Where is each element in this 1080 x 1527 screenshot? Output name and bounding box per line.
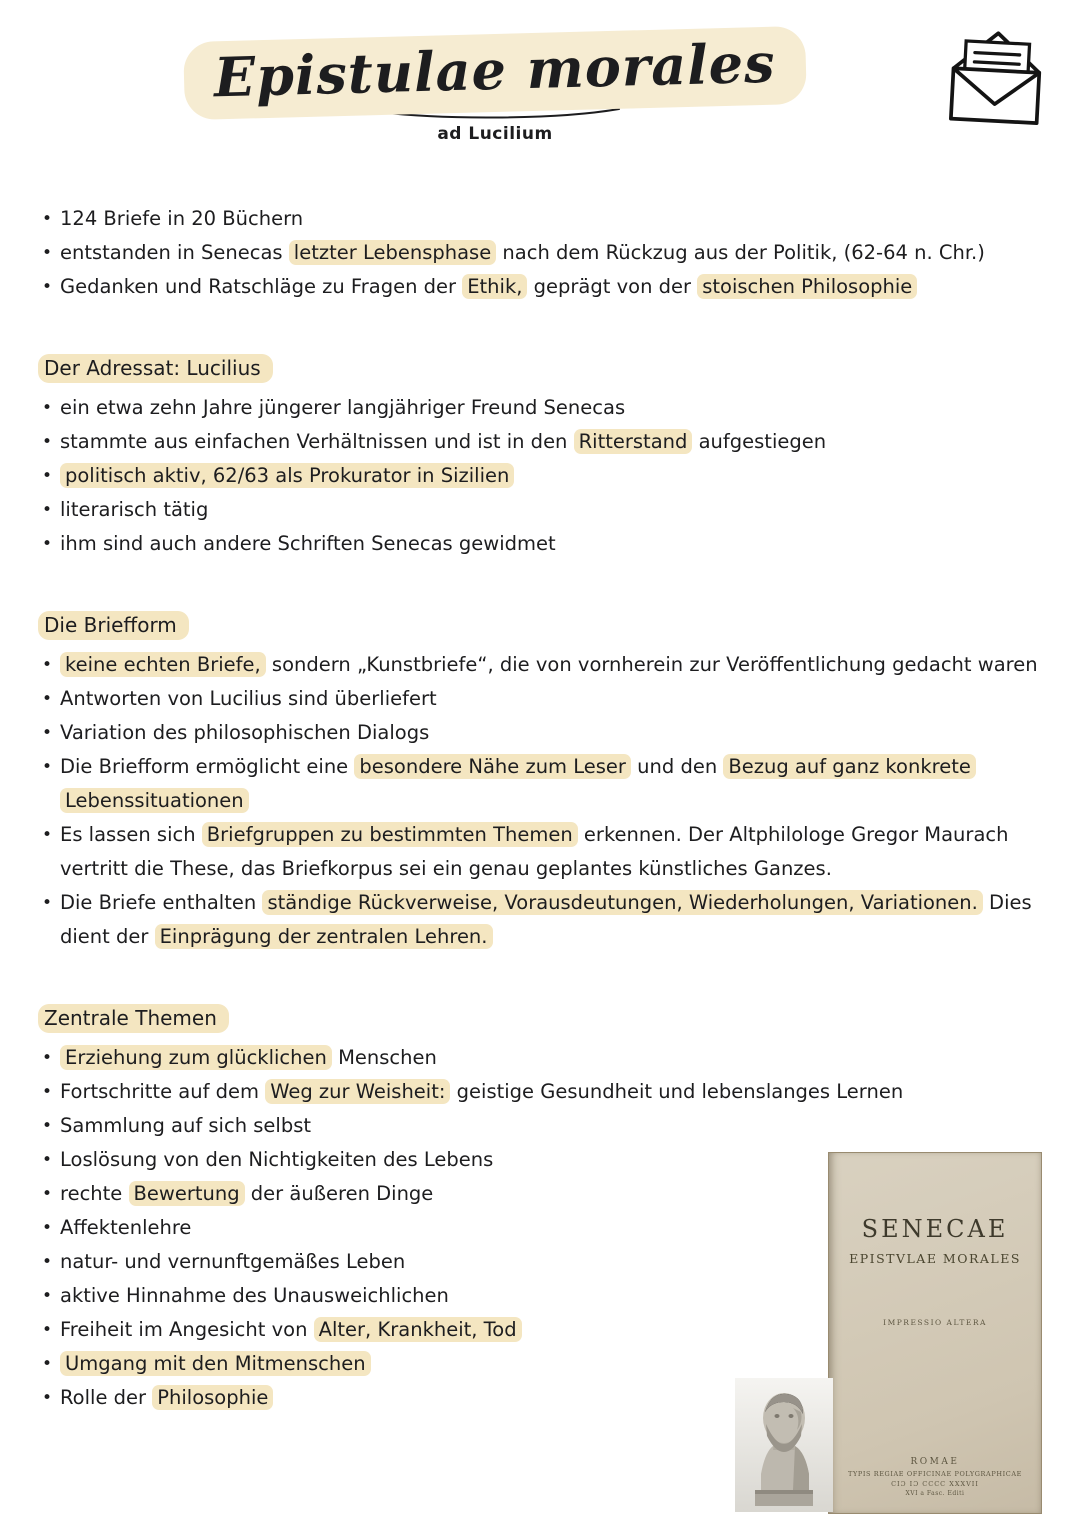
page-title: Epistulae morales: [183, 26, 806, 120]
note-text: geprägt von der: [527, 275, 698, 298]
note-text: stammte aus einfachen Verhältnissen und ist in den: [60, 430, 574, 453]
note-text: Es lassen sich: [60, 823, 202, 846]
note-text: Variation des philosophischen Dialogs: [60, 721, 430, 744]
note-text: Rolle der: [60, 1386, 153, 1409]
note-text: aktive Hinnahme des Unausweichlichen: [60, 1284, 449, 1307]
highlighted-text: keine echten Briefe,: [60, 652, 266, 677]
note-text: Affektenlehre: [60, 1216, 192, 1239]
cover-imprint: [829, 1457, 1041, 1497]
note-bullet: [38, 818, 1046, 886]
highlighted-text: Philosophie: [152, 1385, 273, 1410]
highlighted-text: Erziehung zum glücklichen: [60, 1045, 332, 1070]
note-bullet: [38, 391, 1046, 425]
highlighted-text: Ritterstand: [574, 429, 693, 454]
seneca-bust-photo: [735, 1378, 833, 1512]
highlighted-text: ständige Rückverweise, Vorausdeutungen, Wiederholungen, Variationen.: [262, 890, 982, 915]
note-text: rechte: [60, 1182, 129, 1205]
cover-work-title: EPISTVLAE MORALES: [849, 1251, 1021, 1266]
highlighted-text: letzter Lebensphase: [289, 240, 496, 265]
note-text: ihm sind auch andere Schriften Senecas gewidmet: [60, 532, 556, 555]
highlighted-text: Bewertung: [129, 1181, 245, 1206]
cover-author: SENECAE: [861, 1215, 1009, 1243]
note-bullet: [38, 886, 1046, 954]
note-text: entstanden in Senecas: [60, 241, 289, 264]
note-bullet: [38, 1041, 1046, 1075]
note-text: Die Briefform ermöglicht eine: [60, 755, 355, 778]
note-bullet: [38, 459, 1046, 493]
book-cover-image: [828, 1152, 1042, 1514]
note-bullet: [38, 493, 1046, 527]
section-heading: Zentrale Themen: [38, 1004, 229, 1033]
note-bullet: [38, 270, 1046, 304]
section-bullet-list: [38, 648, 1046, 954]
note-bullet: [38, 425, 1046, 459]
highlighted-text: stoischen Philosophie: [697, 274, 917, 299]
highlighted-text: Umgang mit den Mitmenschen: [60, 1351, 371, 1376]
page-subtitle: ad Lucilium: [437, 124, 553, 144]
note-bullet: [38, 236, 1046, 270]
note-text: Menschen: [331, 1046, 437, 1069]
note-text: Freiheit im Angesicht von: [60, 1318, 314, 1341]
note-section: [38, 611, 1046, 954]
note-text: nach dem Rückzug aus der Politik, (62-64 n. Chr.): [496, 241, 985, 264]
note-text: erkennen. Der Altphilologe Gregor Maurach vertritt die These, das Briefkorpus sei ein genau geplantes künstliches Ganzes.: [60, 823, 1009, 880]
note-text: Sammlung auf sich selbst: [60, 1114, 312, 1137]
cover-impression: IMPRESSIO ALTERA: [883, 1318, 987, 1327]
note-text: sondern „Kunstbriefe“, die von vornherein zur Veröffentlichung gedacht waren: [265, 653, 1038, 676]
note-text: und den: [630, 755, 724, 778]
section-heading: Die Briefform: [38, 611, 189, 640]
note-text: geistige Gesundheit und lebenslanges Lernen: [450, 1080, 904, 1103]
envelope-icon: [937, 19, 1055, 137]
note-text: Die Briefe enthalten: [60, 891, 263, 914]
note-bullet: [38, 202, 1046, 236]
highlighted-text: Alter, Krankheit, Tod: [314, 1317, 522, 1342]
highlighted-text: Bezug auf ganz konkrete Lebenssituationen: [60, 754, 976, 813]
note-text: Fortschritte auf dem: [60, 1080, 266, 1103]
cover-imprint-publisher: TYPIS REGIAE OFFICINAE POLYGRAPHICAE: [848, 1470, 1022, 1478]
note-text: aufgestiegen: [692, 430, 827, 453]
note-text: der äußeren Dinge: [244, 1182, 434, 1205]
intro-list: [38, 202, 1046, 304]
note-text: natur- und vernunftgemäßes Leben: [60, 1250, 406, 1273]
section-bullet-list: [38, 391, 1046, 561]
highlighted-text: Einprägung der zentralen Lehren.: [155, 924, 493, 949]
note-section: [38, 354, 1046, 561]
section-heading: Der Adressat: Lucilius: [38, 354, 273, 383]
note-text: literarisch tätig: [60, 498, 209, 521]
note-bullet: [38, 527, 1046, 561]
highlighted-text: politisch aktiv, 62/63 als Prokurator in Sizilien: [60, 463, 514, 488]
note-text: 124 Briefe in 20 Büchern: [60, 207, 304, 230]
note-bullet: [38, 750, 1046, 818]
note-bullet: [38, 716, 1046, 750]
note-text: ein etwa zehn Jahre jüngerer langjähriger Freund Senecas: [60, 396, 626, 419]
highlighted-text: Briefgruppen zu bestimmten Themen: [202, 822, 578, 847]
note-text: Loslösung von den Nichtigkeiten des Lebens: [60, 1148, 494, 1171]
page-title-block: [0, 30, 990, 144]
cover-imprint-note: XVI a Fasc. Editi: [905, 1490, 965, 1497]
note-bullet: [38, 1109, 1046, 1143]
note-text: Gedanken und Ratschläge zu Fragen der: [60, 275, 463, 298]
note-bullet: [38, 1075, 1046, 1109]
highlighted-text: Ethik,: [462, 274, 527, 299]
highlighted-text: Weg zur Weisheit:: [265, 1079, 450, 1104]
note-text: Antworten von Lucilius sind überliefert: [60, 687, 437, 710]
cover-imprint-city: ROMAE: [910, 1457, 960, 1467]
note-bullet: [38, 648, 1046, 682]
note-bullet: [38, 682, 1046, 716]
cover-imprint-year: CIƆ IƆ CCCC XXXVII: [891, 1480, 979, 1488]
note-text: Dies dient der: [60, 891, 1032, 948]
highlighted-text: besondere Nähe zum Leser: [354, 754, 631, 779]
